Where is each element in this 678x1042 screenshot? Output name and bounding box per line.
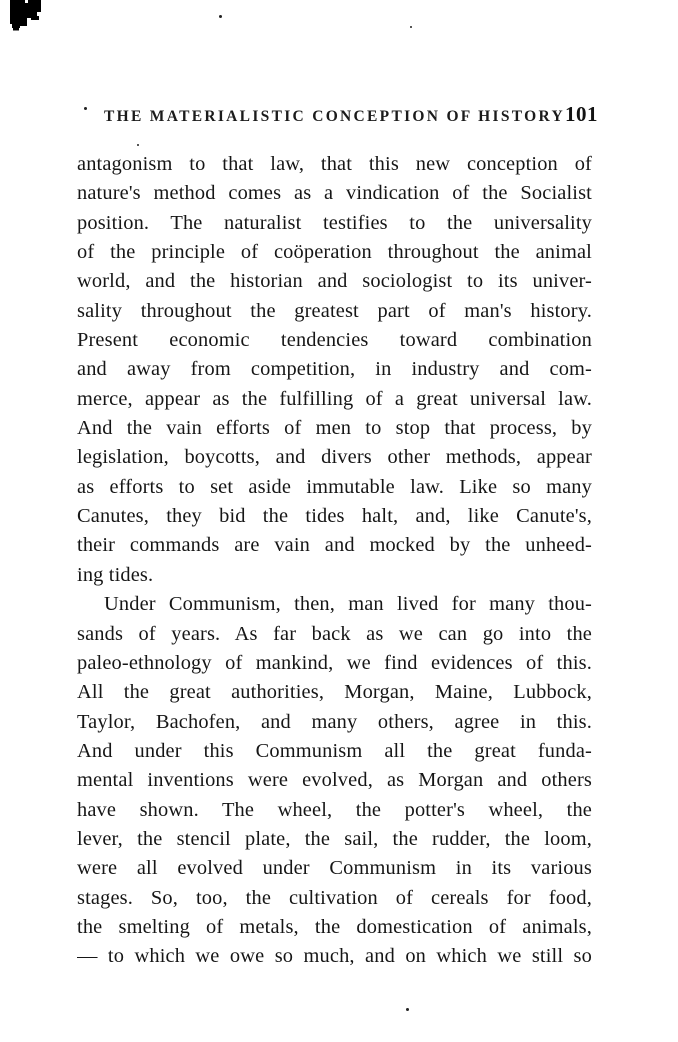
text-line: of the principle of coöperation throughout the animal — [77, 241, 592, 264]
text-line: merce, appear as the fulfilling of a great universal law. — [77, 387, 592, 410]
scan-speckle — [410, 26, 412, 28]
scan-artifact-corner-mark — [0, 0, 46, 34]
text-line: antagonism to that law, that this new conception of — [77, 153, 592, 175]
scan-speckle — [406, 1008, 409, 1011]
page-number: 101 — [565, 102, 598, 126]
text-line: All the great authorities, Morgan, Maine, Lubbock, — [77, 681, 592, 704]
text-line: ing tides. — [77, 563, 154, 586]
scan-speckle — [219, 15, 222, 18]
text-line: — to which we owe so much, and on which we still so — [77, 945, 592, 968]
text-line: sality throughout the greatest part of man's history. — [77, 299, 592, 322]
scan-speckle — [137, 144, 139, 146]
text-line: nature's method comes as a vindication of the Socialist — [77, 182, 592, 205]
page-header — [104, 102, 598, 127]
page-body — [77, 150, 592, 972]
text-line: lever, the stencil plate, the sail, the rudder, the loom, — [77, 827, 592, 850]
text-line: legislation, boycotts, and divers other methods, appear — [77, 446, 592, 469]
text-line: Canutes, they bid the tides halt, and, like Canute's, — [77, 505, 592, 528]
text-line: mental inventions were evolved, as Morgan and others — [77, 769, 592, 792]
text-line: Under Communism, then, man lived for many thou- — [104, 593, 592, 616]
text-line: paleo-ethnology of mankind, we find evidences of this. — [77, 651, 592, 674]
text-line: world, and the historian and sociologist to its univer- — [77, 270, 592, 293]
text-line: sands of years. As far back as we can go into the — [77, 622, 592, 645]
text-line: position. The naturalist testifies to the universality — [77, 211, 592, 234]
text-line: have shown. The wheel, the potter's wheel, the — [77, 798, 592, 821]
text-line: as efforts to set aside immutable law. Like so many — [77, 475, 592, 498]
text-line: and away from competition, in industry and com- — [77, 358, 592, 381]
running-title: THE MATERIALISTIC CONCEPTION OF HISTORY — [104, 108, 565, 125]
text-line: Present economic tendencies toward combination — [77, 329, 592, 352]
text-line: the smelting of metals, the domestication of animals, — [77, 915, 592, 938]
scan-speckle — [84, 107, 87, 110]
text-line: And the vain efforts of men to stop that process, by — [77, 417, 592, 440]
text-line: their commands are vain and mocked by the unheed- — [77, 534, 592, 557]
text-line: And under this Communism all the great funda- — [77, 739, 592, 762]
text-line: were all evolved under Communism in its various — [77, 857, 592, 880]
text-line: stages. So, too, the cultivation of cereals for food, — [77, 886, 592, 909]
text-line: Taylor, Bachofen, and many others, agree in this. — [77, 710, 592, 733]
